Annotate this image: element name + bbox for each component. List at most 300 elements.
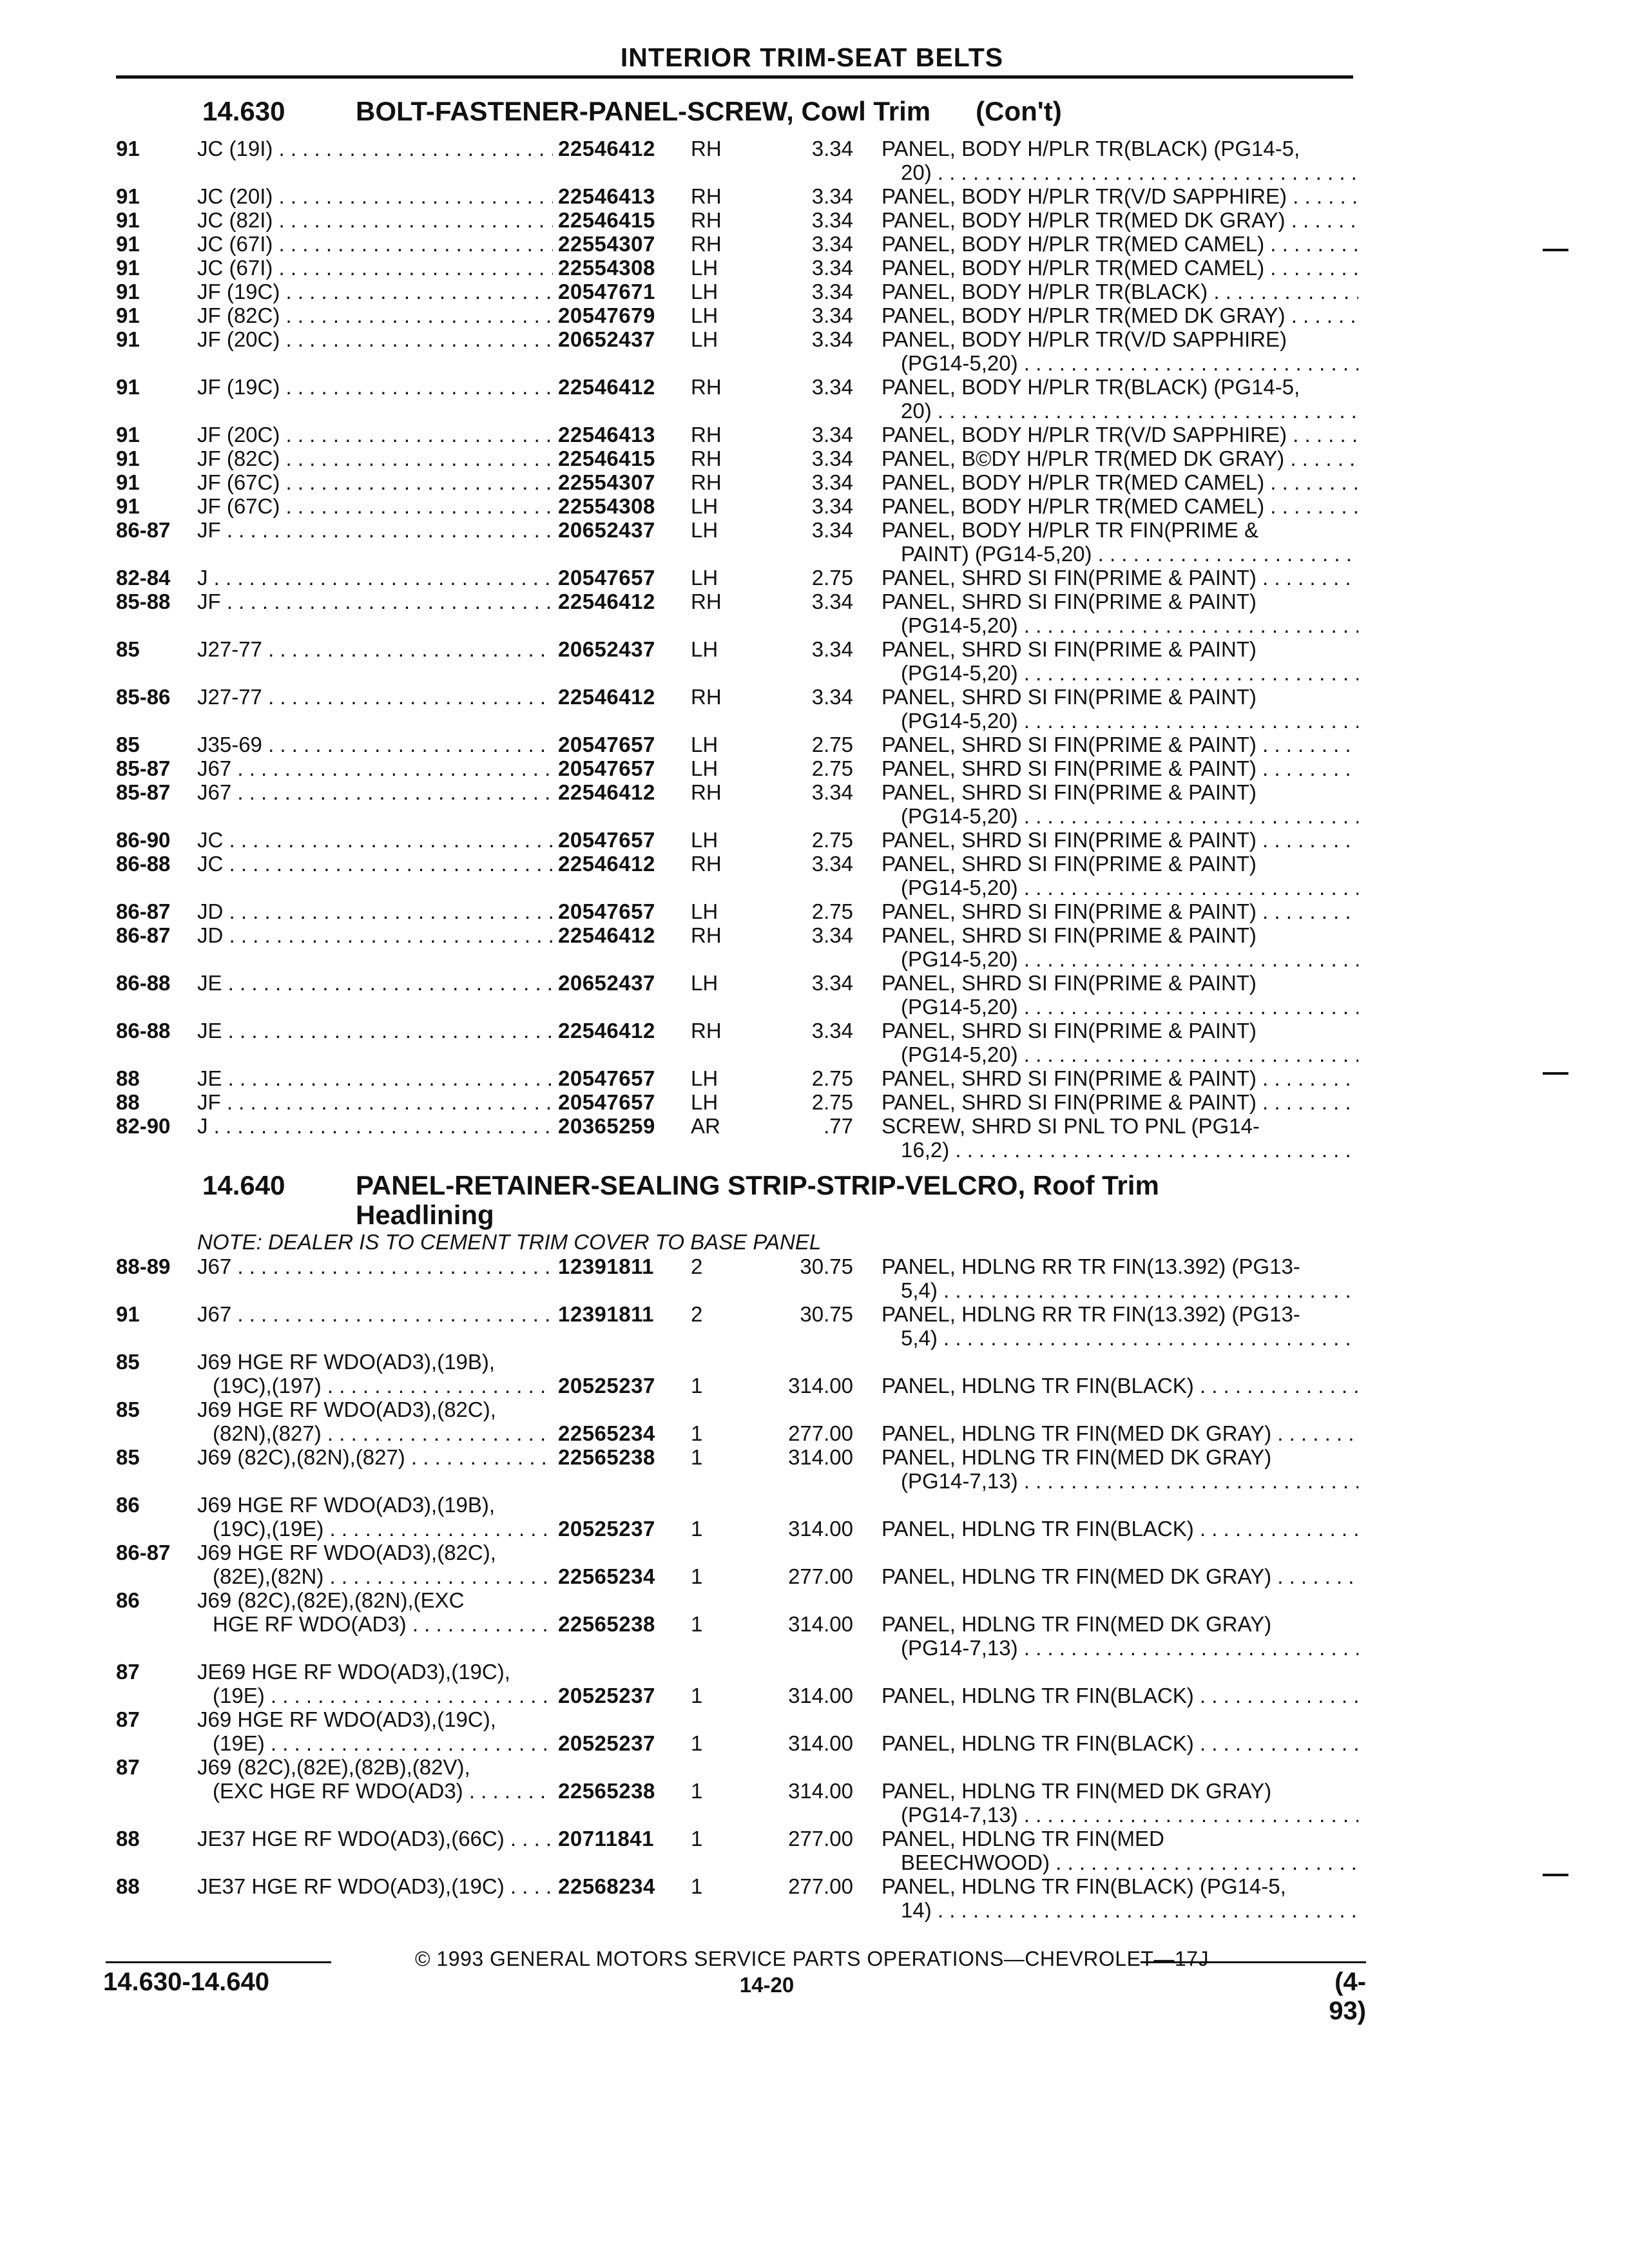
part-number: 20652437 [558,971,655,995]
model-year: 85 [116,1445,140,1469]
part-number: 22546415 [558,447,655,470]
description-line: 5,4) . . . [882,1278,1358,1302]
part-description [882,1731,1358,1755]
model-year: 91 [116,327,140,351]
description-line: PANEL, SHRD SI FIN(PRIME & PAINT) [882,637,1257,661]
model-year: 91 [116,447,140,470]
part-number: 22554307 [558,470,655,494]
model-code-line: J67 . . . [197,780,553,804]
section-note: NOTE: DEALER IS TO CEMENT TRIM COVER TO BASE PANEL [197,1230,822,1254]
description-line: PANEL, SHRD SI FIN(PRIME & PAINT) . . . [882,756,1358,780]
model-code-line: JE37 HGE RF WDO(AD3),(19C) . . . [197,1874,553,1898]
description-line: (PG14-5,20) . . . [882,709,1358,733]
model-year: 86-88 [116,852,171,876]
model-code [197,327,553,351]
model-year: 85 [116,1350,140,1374]
quantity: LH [691,327,718,351]
model-code [197,852,553,876]
model-code [197,518,553,542]
price: 3.34 [811,590,853,613]
price: 3.34 [811,685,853,709]
footer-copyright: © 1993 GENERAL MOTORS SERVICE PARTS OPERATIONS—CHEVROLET—17J [415,1947,1209,1970]
model-code [197,971,553,995]
description-line: PANEL, BODY H/PLR TR(BLACK) (PG14-5, [882,375,1300,399]
price: .77 [824,1114,853,1138]
section-number: 14.630 [202,96,285,126]
part-description [882,1090,1358,1114]
quantity: 1 [691,1779,703,1803]
model-year: 86 [116,1493,140,1517]
model-code [197,1493,553,1541]
model-year: 85 [116,733,140,756]
price: 277.00 [788,1874,853,1898]
description-line: 20) . . . [882,399,1358,423]
section-title-line2: Headlining [356,1200,494,1230]
quantity: RH [691,423,722,447]
model-code [197,1827,553,1850]
model-code-line: J27-77 . . . [197,685,553,709]
price: 314.00 [788,1684,853,1707]
part-number: 22546413 [558,423,655,447]
description-line: 20) . . . [882,160,1358,184]
description-line: SCREW, SHRD SI PNL TO PNL (PG14- [882,1114,1260,1138]
part-description [882,447,1358,470]
price: 3.34 [811,375,853,399]
quantity: RH [691,447,722,470]
part-number: 22546412 [558,375,655,399]
model-code-line: JE . . . [197,971,553,995]
model-code-line: JC (67I) . . . [197,232,553,256]
quantity: LH [691,1066,718,1090]
model-code-line: JD . . . [197,923,553,947]
section-title-wrap [356,97,1361,126]
part-description [882,590,1358,637]
quantity: 1 [691,1374,703,1398]
model-year: 88 [116,1090,140,1114]
description-line: PANEL, SHRD SI FIN(PRIME & PAINT) [882,780,1257,804]
part-description [882,280,1358,303]
model-year: 91 [116,494,140,518]
price: 3.34 [811,256,853,280]
description-line: PANEL, SHRD SI FIN(PRIME & PAINT) [882,1019,1257,1043]
model-code [197,137,553,160]
model-code-line: JD . . . [197,899,553,923]
quantity: LH [691,518,718,542]
model-code [197,1588,553,1636]
part-number: 20525237 [558,1684,655,1707]
model-code-line: J69 (82C),(82E),(82B),(82V), [197,1755,470,1779]
description-line: (PG14-5,20) . . . [882,661,1358,685]
quantity: RH [691,590,722,613]
description-line: PANEL, HDLNG RR TR FIN(13.392) (PG13- [882,1254,1300,1278]
header-rule [116,75,1353,79]
model-code [197,208,553,232]
model-code-line: JF (82C) . . . [197,303,553,327]
section-title-wrap [356,1171,1361,1230]
part-description [882,1114,1358,1162]
description-line: PANEL, HDLNG TR FIN(MED [882,1827,1164,1850]
model-year: 91 [116,423,140,447]
model-code-line: J67 . . . [197,756,553,780]
price: 277.00 [788,1564,853,1588]
model-year: 91 [116,184,140,208]
description-line: (PG14-5,20) . . . [882,804,1358,828]
description-line: (PG14-5,20) . . . [882,1043,1358,1066]
model-code [197,1302,553,1326]
model-year: 86-87 [116,1541,171,1564]
description-line: 16,2) . . . [882,1138,1358,1162]
part-description [882,1874,1358,1922]
part-number: 22568234 [558,1874,655,1898]
quantity: 1 [691,1612,703,1636]
part-description [882,1612,1358,1660]
quantity: 1 [691,1731,703,1755]
description-line: PANEL, SHRD SI FIN(PRIME & PAINT) [882,852,1257,876]
description-line: (PG14-5,20) . . . [882,613,1358,637]
part-description [882,1564,1358,1588]
model-year: 91 [116,303,140,327]
model-code-line: (EXC HGE RF WDO(AD3) . . . [197,1779,553,1803]
model-code-line: JE69 HGE RF WDO(AD3),(19C), [197,1660,510,1684]
model-code [197,494,553,518]
model-code-line: J69 HGE RF WDO(AD3),(19C), [197,1707,496,1731]
model-code-line: JF (19C) . . . [197,280,553,303]
model-code [197,470,553,494]
description-line: (PG14-7,13) . . . [882,1636,1358,1660]
description-line: PANEL, BODY H/PLR TR(BLACK) (PG14-5, [882,137,1300,160]
model-code-line: JF . . . [197,1090,553,1114]
part-description [882,1421,1358,1445]
description-line: PANEL, SHRD SI FIN(PRIME & PAINT) . . . [882,899,1358,923]
part-number: 22546412 [558,923,655,947]
price: 2.75 [811,828,853,852]
model-code-line: (19C),(197) . . . [197,1374,553,1398]
footer-date-code: (4-93) [1329,1968,1366,2025]
quantity: RH [691,780,722,804]
price: 3.34 [811,780,853,804]
price: 3.34 [811,303,853,327]
quantity: RH [691,1019,722,1043]
quantity: LH [691,494,718,518]
part-description [882,756,1358,780]
part-description [882,1517,1358,1541]
price: 3.34 [811,518,853,542]
description-line: PANEL, BODY H/PLR TR(V/D SAPPHIRE) [882,327,1287,351]
part-number: 20652437 [558,637,655,661]
model-code-line: J69 (82C),(82N),(827) . . . [197,1445,553,1469]
model-year: 86-87 [116,923,171,947]
part-number: 20547657 [558,1066,655,1090]
model-year: 88 [116,1066,140,1090]
quantity: LH [691,280,718,303]
part-description [882,852,1358,899]
description-line: PANEL, BODY H/PLR TR(V/D SAPPHIRE) . . . [882,423,1358,447]
quantity: RH [691,137,722,160]
description-line: PANEL, BODY H/PLR TR(MED DK GRAY) . . . [882,208,1358,232]
model-year: 85-87 [116,756,171,780]
model-code-line: J . . . [197,1114,553,1138]
model-code-line: HGE RF WDO(AD3) . . . [197,1612,553,1636]
model-year: 87 [116,1755,140,1779]
part-number: 20652437 [558,327,655,351]
model-code [197,637,553,661]
model-code-line: J69 HGE RF WDO(AD3),(82C), [197,1541,496,1564]
model-code [197,1660,553,1707]
part-description [882,232,1358,256]
description-line: PANEL, B©DY H/PLR TR(MED DK GRAY) . . . [882,447,1358,470]
model-year: 91 [116,280,140,303]
quantity: LH [691,637,718,661]
model-code-line: JF . . . [197,590,553,613]
model-code [197,828,553,852]
price: 3.34 [811,470,853,494]
part-number: 20652437 [558,518,655,542]
part-number: 22565238 [558,1779,655,1803]
quantity: 1 [691,1421,703,1445]
part-description [882,780,1358,828]
description-line: PANEL, SHRD SI FIN(PRIME & PAINT) [882,923,1257,947]
margin-mark [1543,1072,1568,1075]
part-description [882,137,1358,184]
model-code-line: (19E) . . . [197,1731,553,1755]
quantity: LH [691,1090,718,1114]
quantity: LH [691,899,718,923]
description-line: BEECHWOOD) . . . [882,1850,1358,1874]
model-code [197,590,553,613]
quantity: 2 [691,1254,703,1278]
description-line: PANEL, BODY H/PLR TR(BLACK) . . . [882,280,1358,303]
model-code [197,184,553,208]
part-number: 20547657 [558,733,655,756]
model-code-line: JF (67C) . . . [197,494,553,518]
model-code-line: JF (67C) . . . [197,470,553,494]
model-code [197,423,553,447]
part-number: 20547657 [558,899,655,923]
part-description [882,1684,1358,1707]
part-description [882,637,1358,685]
price: 3.34 [811,232,853,256]
section-title: PANEL-RETAINER-SEALING STRIP-STRIP-VELCRO, Roof Trim [356,1170,1159,1200]
model-code-line: (19C),(19E) . . . [197,1517,553,1541]
model-year: 86-87 [116,518,171,542]
model-code [197,447,553,470]
description-line: PANEL, BODY H/PLR TR(MED CAMEL) . . . [882,470,1358,494]
price: 3.34 [811,208,853,232]
part-number: 22546412 [558,852,655,876]
model-code [197,1350,553,1398]
quantity: RH [691,232,722,256]
model-year: 86-90 [116,828,171,852]
model-code-line: JC . . . [197,828,553,852]
model-year: 86-87 [116,899,171,923]
part-number: 22554307 [558,232,655,256]
model-code [197,899,553,923]
quantity: RH [691,470,722,494]
price: 314.00 [788,1612,853,1636]
model-year: 85-87 [116,780,171,804]
model-code-line: J67 . . . [197,1302,553,1326]
part-number: 22554308 [558,494,655,518]
price: 2.75 [811,1066,853,1090]
price: 3.34 [811,637,853,661]
price: 3.34 [811,447,853,470]
price: 2.75 [811,733,853,756]
price: 3.34 [811,923,853,947]
description-line: (PG14-5,20) . . . [882,351,1358,375]
description-line: PANEL, HDLNG TR FIN(MED DK GRAY) . . . [882,1564,1358,1588]
part-number: 22546412 [558,1019,655,1043]
part-number: 22554308 [558,256,655,280]
description-line: PANEL, HDLNG TR FIN(BLACK) . . . [882,1517,1358,1541]
price: 314.00 [788,1517,853,1541]
model-code-line: (82N),(827) . . . [197,1421,553,1445]
model-year: 91 [116,256,140,280]
description-line: PANEL, HDLNG TR FIN(MED DK GRAY) [882,1612,1272,1636]
quantity: 1 [691,1827,703,1850]
description-line: PANEL, SHRD SI FIN(PRIME & PAINT) . . . [882,566,1358,590]
part-number: 22565238 [558,1612,655,1636]
model-year: 82-84 [116,566,171,590]
model-code-line: J69 HGE RF WDO(AD3),(19B), [197,1493,496,1517]
part-description [882,828,1358,852]
description-line: PAINT) (PG14-5,20) . . . [882,542,1358,566]
footer-page-number: 14-20 [739,1973,795,1997]
model-year: 85 [116,637,140,661]
price: 3.34 [811,280,853,303]
part-number: 20365259 [558,1114,655,1138]
margin-mark [1543,249,1568,251]
description-line: 14) . . . [882,1898,1358,1922]
part-description [882,1445,1358,1493]
model-code [197,780,553,804]
part-description [882,733,1358,756]
part-number: 20547671 [558,280,655,303]
model-code-line: JE37 HGE RF WDO(AD3),(66C) . . . [197,1827,553,1850]
margin-mark [1543,1874,1568,1876]
model-code [197,1755,553,1803]
part-description [882,256,1358,280]
part-description [882,899,1358,923]
model-code [197,1254,553,1278]
model-year: 91 [116,232,140,256]
price: 314.00 [788,1445,853,1469]
description-line: (PG14-7,13) . . . [882,1803,1358,1827]
part-description [882,327,1358,375]
part-description [882,470,1358,494]
part-description [882,518,1358,566]
model-code-line: JC (20I) . . . [197,184,553,208]
price: 30.75 [800,1302,853,1326]
quantity: 1 [691,1684,703,1707]
part-description [882,1302,1358,1350]
model-code [197,923,553,947]
model-code [197,1114,553,1138]
price: 2.75 [811,899,853,923]
description-line: PANEL, HDLNG RR TR FIN(13.392) (PG13- [882,1302,1300,1326]
description-line: PANEL, HDLNG TR FIN(BLACK) (PG14-5, [882,1874,1286,1898]
price: 3.34 [811,184,853,208]
model-code [197,303,553,327]
model-code [197,375,553,399]
model-code-line: JE . . . [197,1066,553,1090]
model-year: 91 [116,375,140,399]
part-number: 12391811 [558,1254,655,1278]
description-line: PANEL, BODY H/PLR TR(MED DK GRAY) . . . [882,303,1358,327]
description-line: PANEL, BODY H/PLR TR(MED CAMEL) . . . [882,256,1358,280]
part-description [882,1779,1358,1827]
model-code [197,1090,553,1114]
model-code-line: J69 HGE RF WDO(AD3),(82C), [197,1398,496,1421]
price: 3.34 [811,137,853,160]
description-line: PANEL, SHRD SI FIN(PRIME & PAINT) [882,685,1257,709]
quantity: RH [691,685,722,709]
model-code [197,685,553,709]
model-year: 88 [116,1874,140,1898]
quantity: 2 [691,1302,703,1326]
model-code-line: JC (19I) . . . [197,137,553,160]
model-year: 85-88 [116,590,171,613]
quantity: LH [691,303,718,327]
price: 3.34 [811,971,853,995]
quantity: 1 [691,1874,703,1898]
model-code [197,756,553,780]
quantity: LH [691,733,718,756]
part-description [882,494,1358,518]
part-number: 20711841 [558,1827,655,1850]
model-code-line: JE . . . [197,1019,553,1043]
description-line: PANEL, HDLNG TR FIN(MED DK GRAY) [882,1779,1272,1803]
description-line: PANEL, HDLNG TR FIN(BLACK) . . . [882,1731,1358,1755]
part-number: 20525237 [558,1731,655,1755]
model-year: 88 [116,1827,140,1850]
part-description [882,303,1358,327]
quantity: RH [691,923,722,947]
model-code [197,1019,553,1043]
part-number: 20547657 [558,828,655,852]
quantity: 1 [691,1517,703,1541]
description-line: PANEL, BODY H/PLR TR(MED CAMEL) . . . [882,494,1358,518]
model-year: 85-86 [116,685,171,709]
section-title: BOLT-FASTENER-PANEL-SCREW, Cowl Trim [356,96,931,126]
part-number: 20547657 [558,566,655,590]
quantity: 1 [691,1445,703,1469]
price: 2.75 [811,566,853,590]
model-code [197,280,553,303]
price: 3.34 [811,852,853,876]
description-line: (PG14-5,20) . . . [882,947,1358,971]
part-description [882,685,1358,733]
price: 314.00 [788,1374,853,1398]
model-code [197,1066,553,1090]
quantity: RH [691,852,722,876]
description-line: PANEL, SHRD SI FIN(PRIME & PAINT) . . . [882,1090,1358,1114]
price: 2.75 [811,1090,853,1114]
description-line: PANEL, SHRD SI FIN(PRIME & PAINT) [882,971,1257,995]
description-line: PANEL, BODY H/PLR TR FIN(PRIME & [882,518,1258,542]
quantity: RH [691,208,722,232]
model-code [197,1541,553,1588]
model-year: 91 [116,1302,140,1326]
part-number: 22546412 [558,137,655,160]
model-code [197,1707,553,1755]
part-description [882,375,1358,423]
part-description [882,1827,1358,1874]
page-header-title: INTERIOR TRIM-SEAT BELTS [620,43,1004,72]
model-code-line: J27-77 . . . [197,637,553,661]
part-description [882,1374,1358,1398]
model-year: 86 [116,1588,140,1612]
description-line: PANEL, SHRD SI FIN(PRIME & PAINT) . . . [882,1066,1358,1090]
